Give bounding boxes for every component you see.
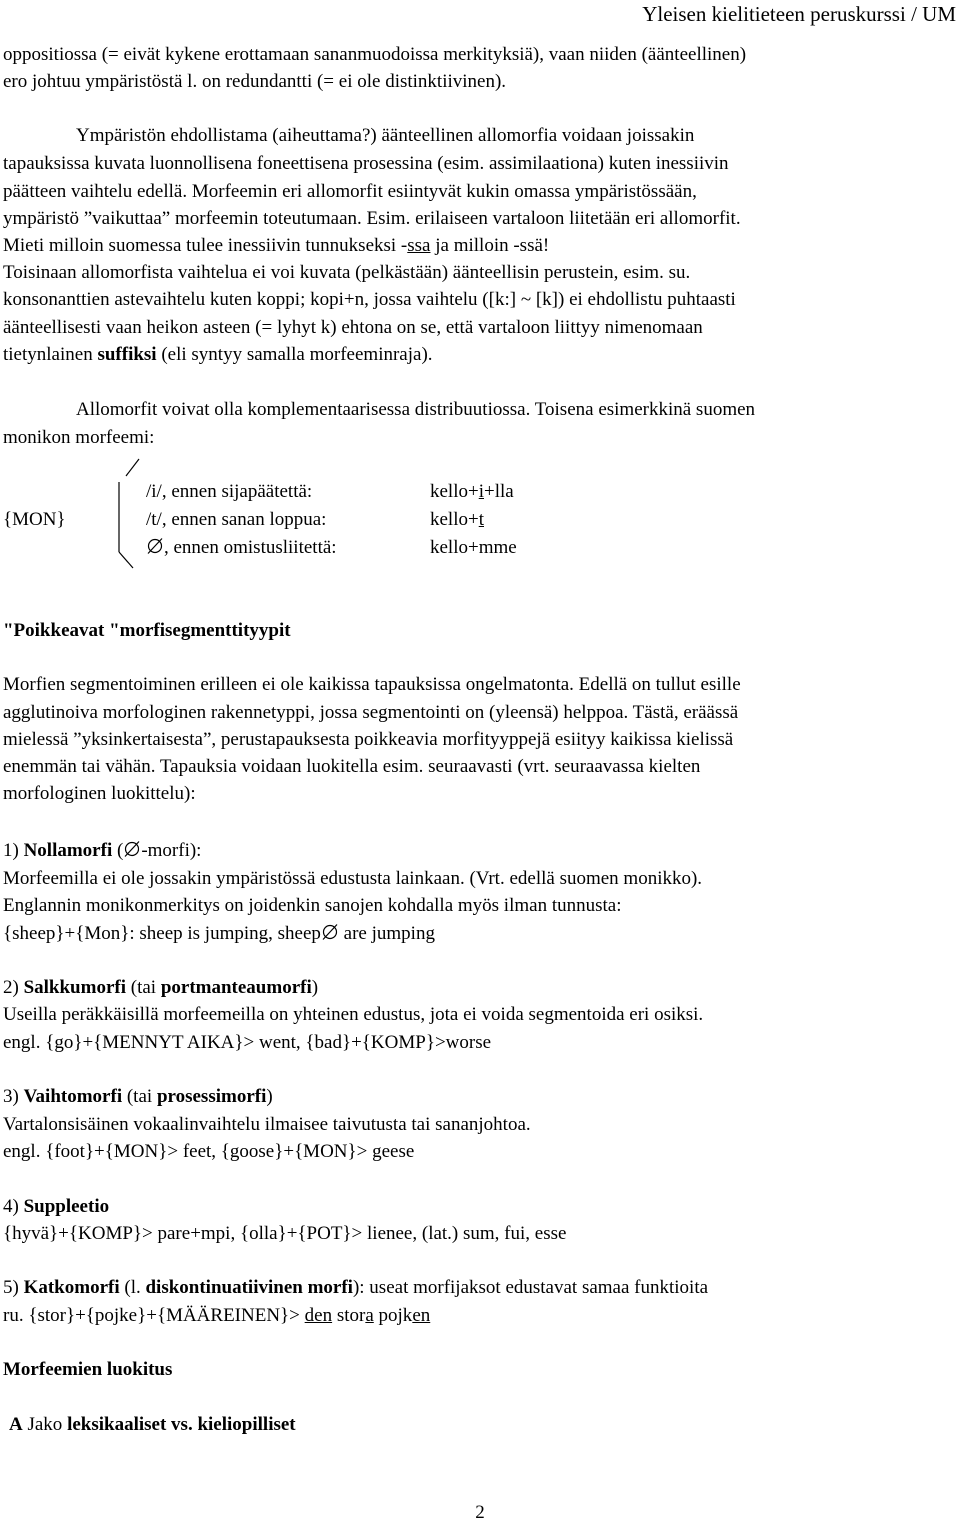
allomorph-example: kello+t	[430, 509, 484, 530]
text-line: Allomorfit voivat olla komplementaarisessa distribuutiossa. Toisena esimerkkinä suomen	[76, 399, 756, 420]
text-line: päätteen vaihtelu edellä. Morfeemin eri allomorfit esiintyvät kukin omassa ympäristössään,	[3, 181, 697, 202]
type-heading: 3) Vaihtomorfi (tai prosessimorfi)	[3, 1086, 273, 1107]
allomorph-form-zero: , ennen omistusliitettä:	[146, 536, 337, 560]
text-line: Englannin monikonmerkitys on joidenkin sanojen kohdalla myös ilman tunnusta:	[3, 895, 622, 916]
text-line: tietynlainen suffiksi (eli syntyy samalla morfeeminraja).	[3, 344, 433, 365]
allomorph-form: /t/, ennen sanan loppua:	[146, 509, 327, 530]
running-header: Yleisen kielitieteen peruskurssi / UM	[642, 2, 956, 26]
subsection-heading: A Jako leksikaaliset vs. kieliopilliset	[9, 1414, 296, 1435]
empty-set-icon	[321, 923, 339, 941]
suffix-underlined: ssa	[407, 235, 431, 256]
text-line: oppositiossa (= eivät kykene erottamaan sananmuodoissa merkityksiä), vaan niiden (äänteellinen)	[3, 44, 747, 65]
allomorph-example: kello+mme	[430, 537, 517, 558]
text-line: ru. {stor}+{pojke}+{MÄÄREINEN}> den stora pojken	[3, 1305, 431, 1326]
empty-set-icon	[146, 537, 164, 555]
text-line: Vartalonsisäinen vokaalinvaihtelu ilmaisee taivutusta tai sananjohtoa.	[3, 1114, 531, 1135]
bold-term: suffiksi	[97, 344, 157, 365]
text-line: tapauksissa kuvata luonnollisena foneettisena prosessina (esim. assimilaationa) kuten inessiivin	[3, 153, 729, 174]
type-heading: 1) Nollamorfi ( -morfi):	[3, 840, 202, 861]
type-heading: 2) Salkkumorfi (tai portmanteaumorfi)	[3, 977, 319, 998]
text-line: Morfeemilla ei ole jossakin ympäristössä edustusta lainkaan. (Vrt. edellä suomen monikko).	[3, 868, 703, 889]
text-line: morfologinen luokittelu):	[3, 783, 196, 804]
allomorph-example: kello+i+lla	[430, 481, 514, 502]
text-line: mielessä ”yksinkertaisesta”, perustapauksesta poikkeavia morfityyppejä esiityy kaikissa kielissä	[3, 729, 734, 750]
text-line: agglutinoiva morfologinen rakennetyppi, jossa segmentointi on (yleensä) helppoa. Tästä, eräässä	[3, 702, 739, 723]
page-number: 2	[475, 1502, 485, 1523]
text-line: engl. {go}+{MENNYT AIKA}> went, {bad}+{KOMP}>worse	[3, 1032, 492, 1053]
text-line: engl. {foot}+{MON}> feet, {goose}+{MON}> geese	[3, 1141, 415, 1162]
empty-set-icon	[123, 840, 141, 858]
text-line: {sheep}+{Mon}: sheep is jumping, sheep are jumping	[3, 923, 435, 944]
section-heading: "Poikkeavat "morfisegmenttityypit	[3, 620, 291, 641]
text-line: ympäristö ”vaikuttaa” morfeemin toteutumaan. Esim. erilaiseen vartaloon liitetään eri allomorfit.	[3, 208, 741, 229]
text-line: äänteellisesti vaan heikon asteen (= lyhyt k) ehtona on se, että vartaloon liittyy nimenomaan	[3, 317, 703, 338]
text-line: Useilla peräkkäisillä morfeemeilla on yhteinen edustus, jota ei voida segmentoida eri osiksi.	[3, 1004, 704, 1025]
section-heading: Morfeemien luokitus	[3, 1359, 173, 1380]
text-line: Toisinaan allomorfista vaihtelua ei voi kuvata (pelkästään) äänteellisin perustein, esim. su.	[3, 262, 691, 283]
type-heading: 4) Suppleetio	[3, 1196, 110, 1217]
text-line: Mieti milloin suomessa tulee inessiivin tunnukseksi -ssa ja milloin -ssä!	[3, 235, 550, 256]
brace-lines	[110, 455, 150, 573]
text-line: ero johtuu ympäristöstä l. on redundantti (= ei ole distinktiivinen).	[3, 71, 507, 92]
mon-label: {MON}	[3, 509, 66, 530]
text-line: Morfien segmentoiminen erilleen ei ole kaikissa tapauksissa ongelmatonta. Edellä on tullut esille	[3, 674, 741, 695]
text-line: {hyvä}+{KOMP}> pare+mpi, {olla}+{POT}> lienee, (lat.) sum, fui, esse	[3, 1223, 567, 1244]
allomorph-form: /i/, ennen sijapäätettä:	[146, 481, 313, 502]
text-line: enemmän tai vähän. Tapauksia voidaan luokitella esim. seuraavasti (vrt. seuraavassa kielten	[3, 756, 701, 777]
text-line: monikon morfeemi:	[3, 427, 155, 448]
type-heading: 5) Katkomorfi (l. diskontinuatiivinen morfi): useat morfijaksot edustavat samaa funktioita	[3, 1277, 709, 1298]
text-line: Ympäristön ehdollistama (aiheuttama?) äänteellinen allomorfia voidaan joissakin	[76, 125, 695, 146]
text-line: konsonanttien astevaihtelu kuten koppi; kopi+n, jossa vaihtelu ([k:] ~ [k]) ei ehdollistu puhtaasti	[3, 289, 736, 310]
